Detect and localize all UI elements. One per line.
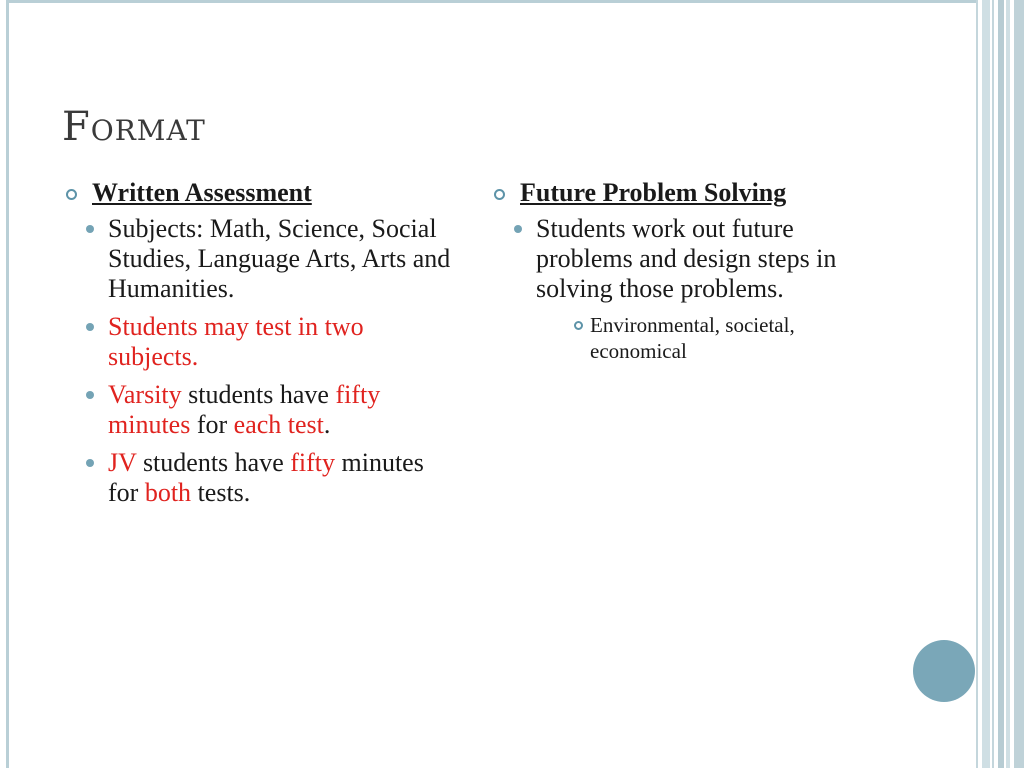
bullet-text-run: Subjects: Math, Science, Social Studies, Language Arts, Arts and Humanities. bbox=[108, 214, 451, 303]
sub-bullet-text: Environmental, societal, economical bbox=[590, 313, 795, 363]
ring-bullet-icon bbox=[494, 189, 505, 200]
left-bullet-list bbox=[66, 214, 456, 508]
bullet-text-run: tests. bbox=[191, 478, 251, 507]
bullet-text-run: fifty bbox=[290, 448, 336, 477]
stripe bbox=[1006, 0, 1010, 768]
bullet-text-run: JV bbox=[108, 448, 137, 477]
bullet-text-run: fifty minutes bbox=[108, 380, 381, 439]
heading-item bbox=[494, 178, 874, 208]
dot-bullet-icon bbox=[86, 225, 94, 233]
frame-top-line bbox=[6, 0, 976, 3]
bullet-text-run: both bbox=[144, 478, 192, 507]
right-column bbox=[494, 178, 874, 370]
ring-bullet-icon bbox=[66, 189, 77, 200]
decorative-circle bbox=[913, 640, 975, 702]
list-item bbox=[66, 214, 456, 304]
stripe bbox=[992, 0, 994, 768]
stripe bbox=[998, 0, 1004, 768]
list-item bbox=[494, 214, 874, 304]
dot-bullet-icon bbox=[514, 225, 522, 233]
stripe bbox=[976, 0, 978, 768]
list-item bbox=[66, 448, 456, 508]
stripe bbox=[982, 0, 990, 768]
ring-bullet-icon bbox=[574, 321, 583, 330]
bullet-text-run: Varsity bbox=[108, 380, 182, 409]
bullet-text-run: Students may test in two subjects. bbox=[108, 312, 364, 371]
dot-bullet-icon bbox=[86, 391, 94, 399]
list-item bbox=[66, 312, 456, 372]
bullet-text-run: minutes for bbox=[108, 448, 424, 507]
bullet-text-run: . bbox=[323, 410, 331, 439]
heading-item bbox=[66, 178, 456, 208]
frame-left-line bbox=[6, 0, 9, 768]
bullet-text-run: students have bbox=[181, 380, 336, 409]
bullet-text-run: for bbox=[190, 410, 234, 439]
decorative-stripes bbox=[976, 0, 1024, 768]
dot-bullet-icon bbox=[86, 323, 94, 331]
list-item bbox=[66, 380, 456, 440]
bullet-text-run: each test bbox=[233, 410, 324, 439]
stripe bbox=[1014, 0, 1024, 768]
written-assessment-heading: Written Assessment bbox=[92, 178, 312, 207]
dot-bullet-icon bbox=[86, 459, 94, 467]
bullet-text-run: students have bbox=[136, 448, 291, 477]
bullet-text: Students work out future problems and design steps in solving those problems. bbox=[536, 214, 837, 303]
sub-list-item bbox=[494, 312, 874, 364]
slide-title: Format bbox=[62, 104, 206, 150]
future-problem-solving-heading: Future Problem Solving bbox=[520, 178, 787, 207]
left-column bbox=[66, 178, 456, 516]
